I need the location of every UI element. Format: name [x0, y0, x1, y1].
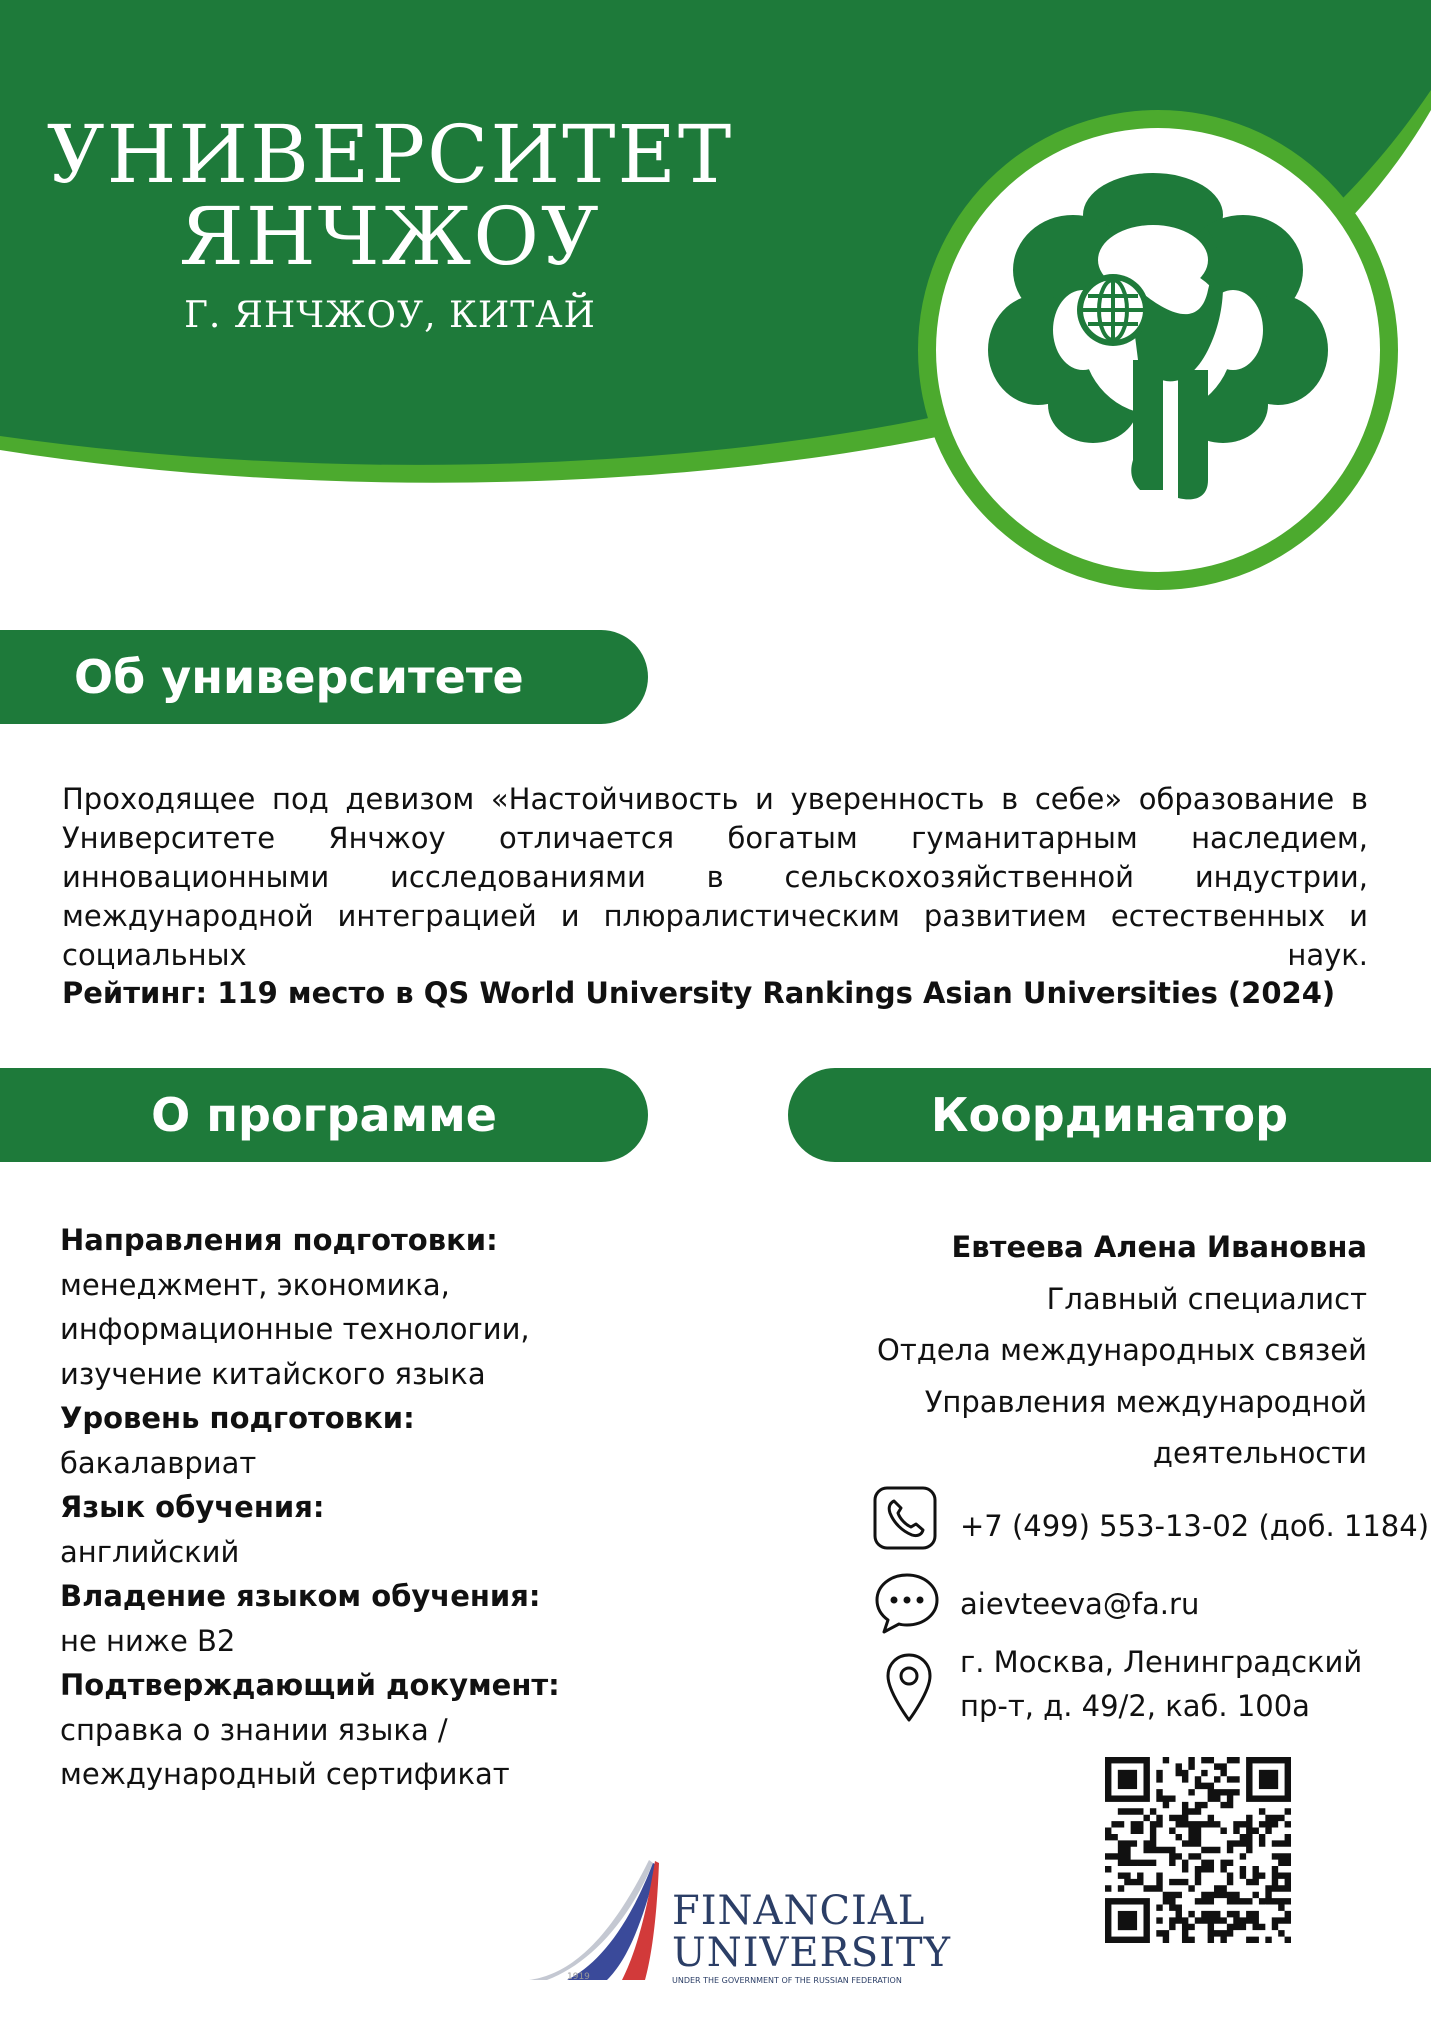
program-label-proficiency: Владение языком обучения: — [60, 1579, 541, 1613]
about-heading — [0, 630, 648, 724]
location-pin-icon — [884, 1652, 934, 1724]
program-label-language: Язык обучения: — [60, 1490, 325, 1524]
program-value-proficiency: не ниже B2 — [60, 1623, 236, 1658]
coordinator-email[interactable]: aievteeva@fa.ru — [960, 1587, 1200, 1621]
subtitle: Г. ЯНЧЖОУ, КИТАЙ — [184, 295, 596, 336]
about-heading-label: Об университете — [74, 650, 524, 704]
program-details — [60, 1218, 680, 1797]
program-heading-label: О программе — [151, 1088, 497, 1142]
program-value-level: бакалавриат — [60, 1445, 257, 1480]
program-value-language: английский — [60, 1534, 240, 1569]
logo-text-university: UNIVERSITY — [672, 1930, 952, 1976]
logo-text-financial: FINANCIAL — [672, 1888, 926, 1934]
program-label-document: Подтверждающий документ: — [60, 1668, 560, 1702]
coordinator-position-1: Главный специалист — [1046, 1281, 1367, 1316]
address-line-1: г. Москва, Ленинградский — [960, 1645, 1363, 1679]
yangzhou-university-logo — [908, 100, 1408, 600]
program-label-directions: Направления подготовки: — [60, 1223, 498, 1257]
about-text: Проходящее под девизом «Настойчивость и уверенность в себе» образование в Университете Янчжоу отличается богатым гуманитарным наследием, инновационными исследованиями в сельскохозяйственной индустрии, международной интеграцией и плюралистическим развитием естественных и социальных наук. — [62, 782, 1368, 972]
logo-tagline: UNDER THE GOVERNMENT OF THE RUSSIAN FEDERATION — [672, 1976, 902, 1985]
coordinator-name: Евтеева Алена Ивановна — [951, 1230, 1367, 1264]
program-label-level: Уровень подготовки: — [60, 1401, 415, 1435]
program-value-directions: менеджмент, экономика, информационные технологии, изучение китайского языка — [60, 1267, 530, 1391]
title-line-1: УНИВЕРСИТЕТ — [46, 108, 734, 201]
coordinator-position-2: Отдела международных связей — [877, 1333, 1367, 1367]
title-line-2: ЯНЧЖОУ — [179, 190, 601, 283]
coordinator-heading — [788, 1068, 1431, 1162]
financial-university-logo-mark — [527, 1855, 667, 1985]
logo-year: 1919 — [567, 1972, 590, 1982]
coordinator-address — [960, 1640, 1362, 1728]
chat-icon — [872, 1570, 942, 1636]
coordinator-phone[interactable]: +7 (499) 553-13-02 (доб. 1184) — [960, 1509, 1430, 1543]
qr-code[interactable] — [1105, 1757, 1291, 1943]
coordinator-heading-label: Координатор — [930, 1088, 1289, 1142]
program-value-document: справка о знании языка / международный сертификат — [60, 1712, 510, 1791]
coordinator-position-4: деятельности — [1152, 1436, 1367, 1470]
rating-text: Рейтинг: 119 место в QS World University Rankings Asian Universities (2024) — [62, 976, 1336, 1010]
phone-icon — [872, 1485, 938, 1551]
address-line-2: пр-т, д. 49/2, каб. 100а — [960, 1689, 1310, 1723]
coordinator-details — [747, 1222, 1367, 1480]
program-heading — [0, 1068, 648, 1162]
coordinator-position-3: Управления международной — [924, 1384, 1367, 1419]
